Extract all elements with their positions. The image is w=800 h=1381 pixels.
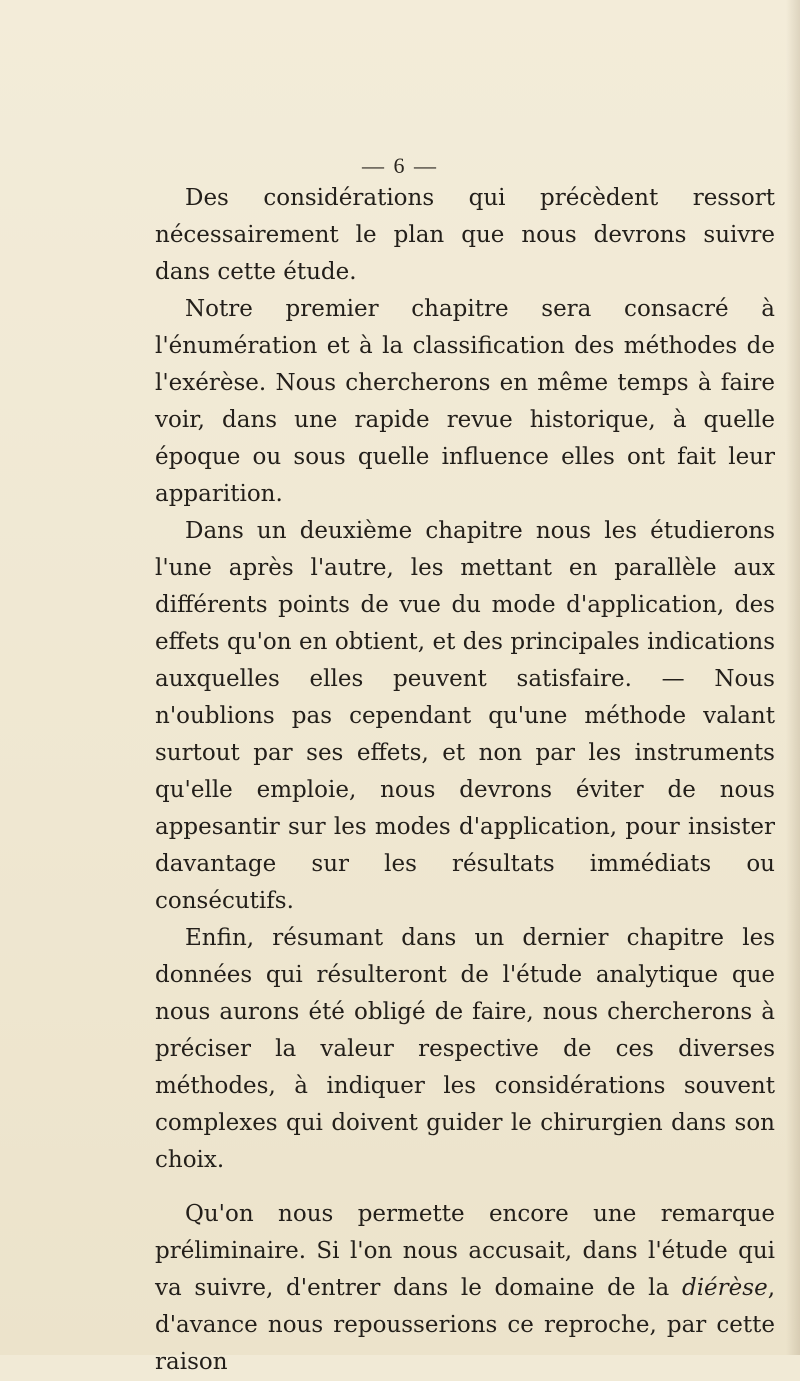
- paragraph-3: Dans un deuxième chapitre nous les étudierons l'une après l'autre, les mettant en parallèle aux différents points de vue du mode d'application, des effets qu'on en obtient, et des principales indications auxquelles elles peuvent satisfaire. — Nous n'oublions pas cependant qu'une méthode valant surtout par ses effets, et non par les instruments qu'elle emploie, nous devrons éviter de nous appesantir sur les modes d'application, pour insister davantage sur les résultats immédiats ou consécutifs.: [155, 518, 775, 914]
- paragraph-4: Enfin, résumant dans un dernier chapitre les données qui résulteront de l'étude analytique que nous aurons été obligé de faire, nous chercherons à préciser la valeur respective de ces diverses méthodes, à indiquer les considérations souvent complexes qui doivent guider le chirurgien dans son choix.: [155, 925, 775, 1173]
- paragraph-5-end: , d'avance nous repousserions ce reproche, par cette raison: [155, 1275, 775, 1375]
- page-edge-shadow: [786, 0, 800, 1355]
- body-text: [155, 180, 775, 1381]
- paragraph-5-start: Qu'on nous permette encore une remarque préliminaire. Si l'on nous accusait, dans l'étude qui va suivre, d'entrer dans le domaine de la: [155, 1201, 775, 1301]
- paragraph-2: Notre premier chapitre sera consacré à l'énumération et à la classification des méthodes de l'exérèse. Nous chercherons en même temps à faire voir, dans une rapide revue historique, à quelle époque ou sous quelle influence elles ont fait leur apparition.: [155, 296, 775, 507]
- paragraph-5: [155, 1196, 775, 1381]
- page-number: — 6 —: [362, 153, 438, 178]
- paragraph-5-italic-term: diérèse: [681, 1275, 768, 1301]
- paragraph-gap: [155, 1179, 775, 1196]
- paragraph-1: Des considérations qui précèdent ressort nécessairement le plan que nous devrons suivre dans cette étude.: [155, 185, 775, 285]
